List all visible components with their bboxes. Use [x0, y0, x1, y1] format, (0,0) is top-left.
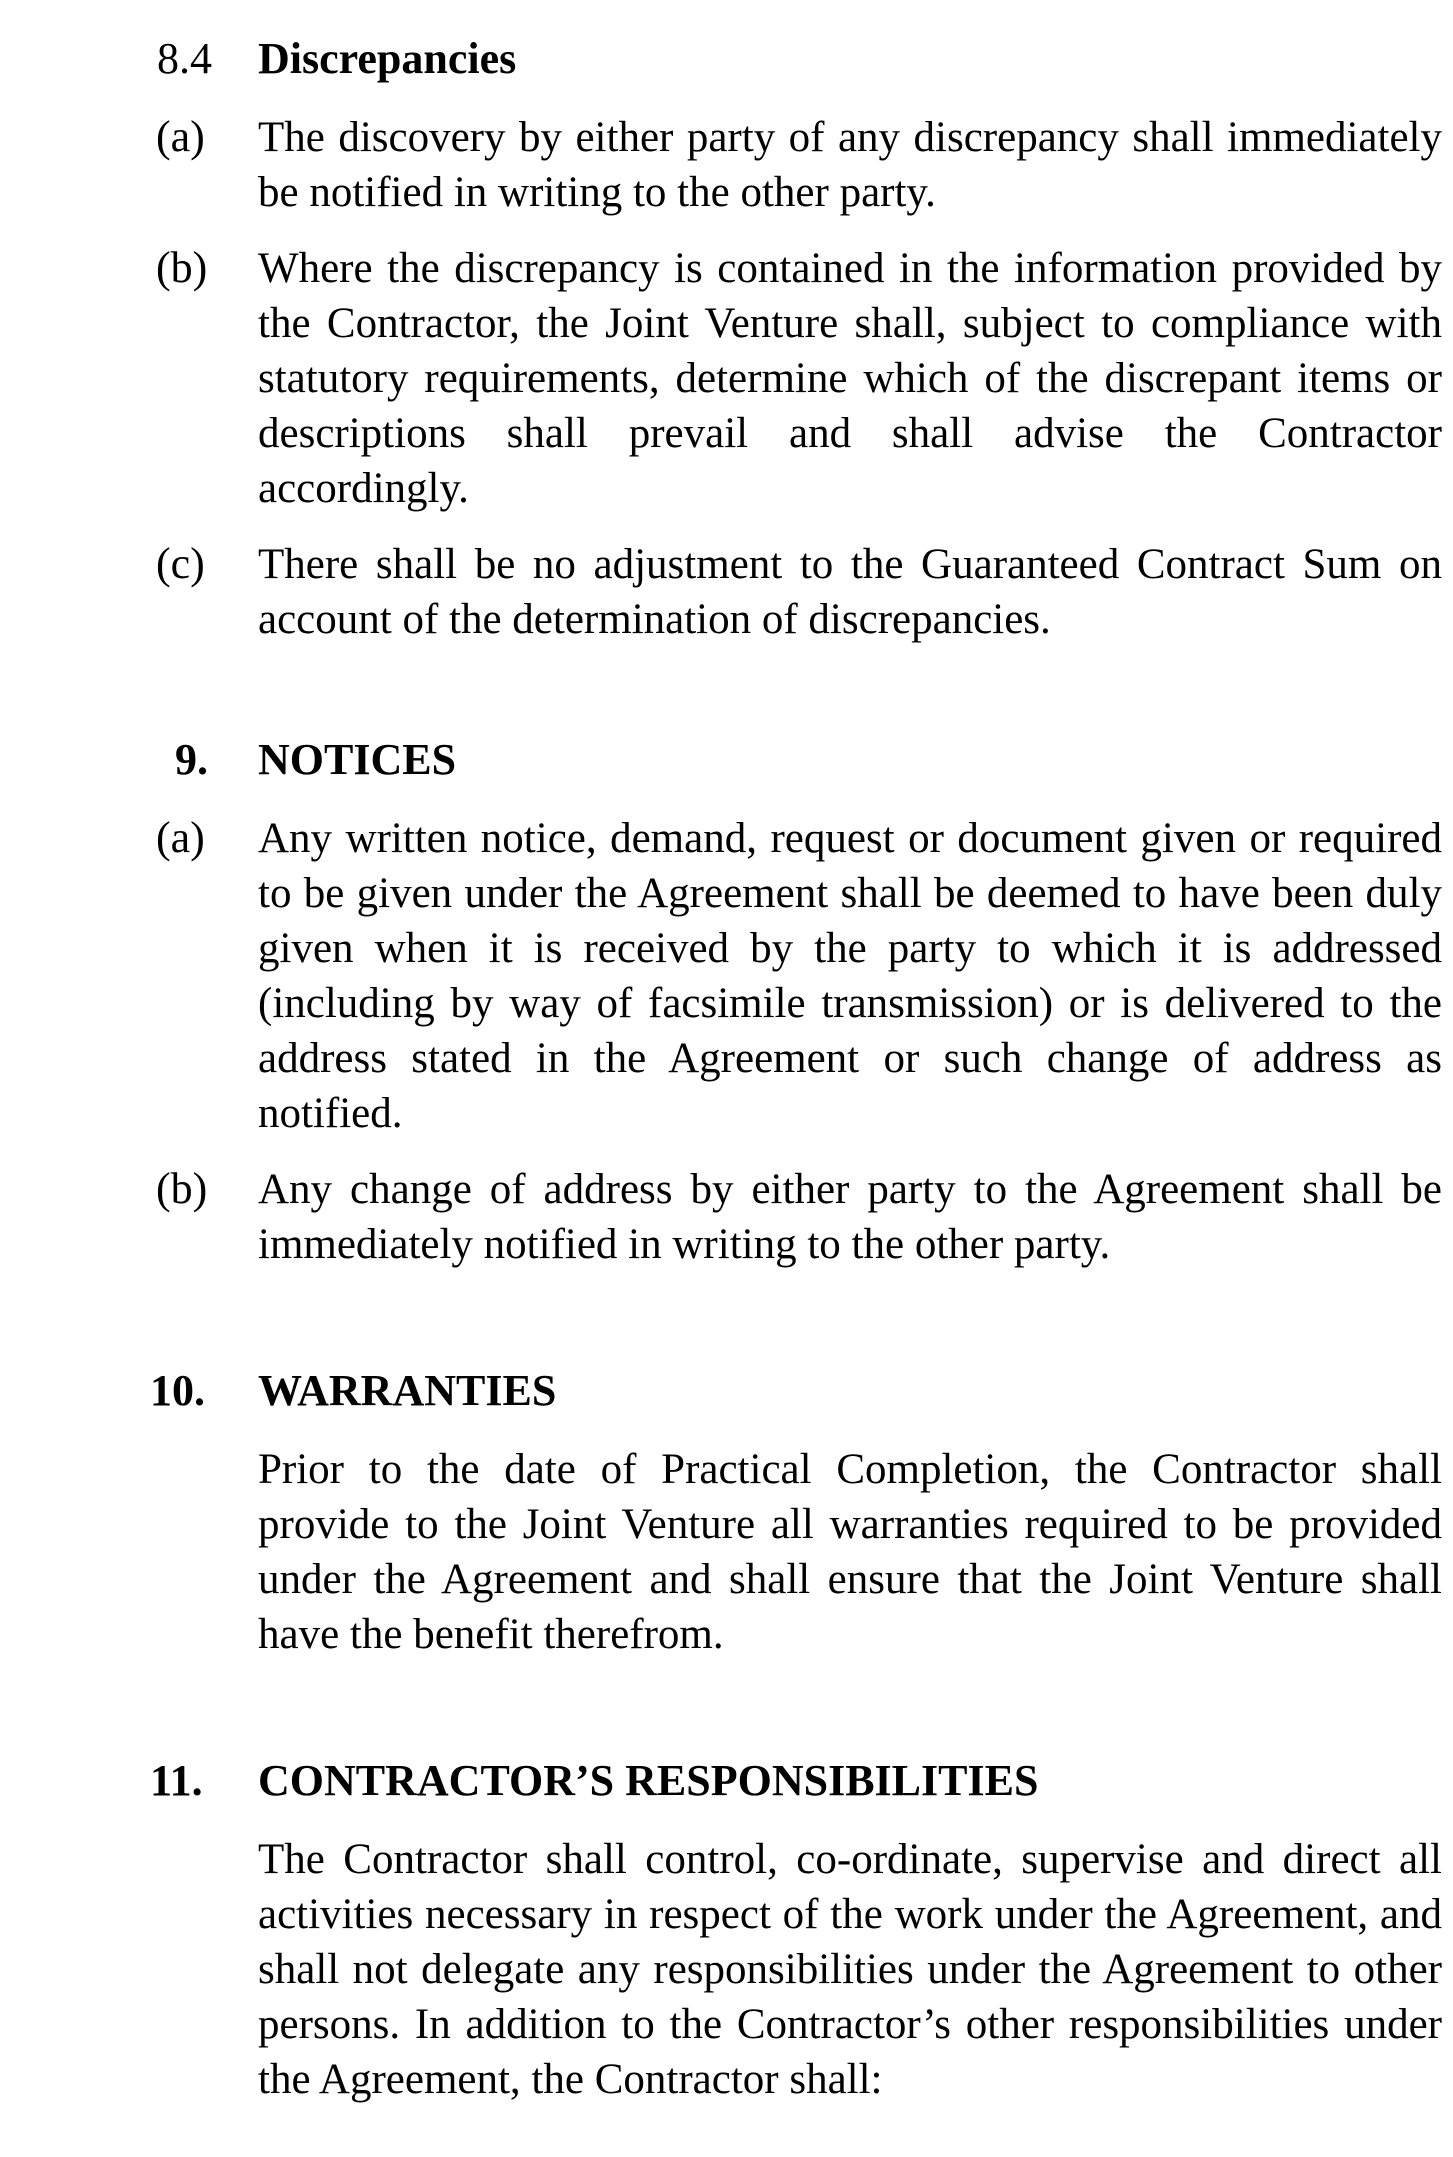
item-text: There shall be no adjustment to the Guaranteed Contract Sum on account of the determination of discrepancies.: [258, 541, 1442, 643]
item-label: (c): [156, 539, 205, 588]
section-heading: Discrepancies: [258, 34, 517, 83]
section-number: 9.: [175, 735, 208, 784]
section-text: The Contractor shall control, co-ordinate, supervise and direct all activities necessary in respect of the work under the Agreement, and shall not delegate any responsibilities under the Agreement to other persons. In addition to the Contractor’s other responsibilities under the Agreement, the Contractor shall:: [258, 1836, 1442, 2103]
item-text: Any change of address by either party to the Agreement shall be immediately notified in writing to the other party.: [258, 1166, 1442, 1268]
section-text: Prior to the date of Practical Completion, the Contractor shall provide to the Joint Venture all warranties required to be provided under the Agreement and shall ensure that the Joint Venture shall have the benefit therefrom.: [258, 1446, 1442, 1658]
section-number: 8.4: [157, 34, 212, 83]
item-text: Any written notice, demand, request or document given or required to be given under the Agreement shall be deemed to have been duly given when it is received by the party to which it is addressed (including by way of facsimile transmission) or is delivered to the address stated in the Agreement or such change of address as notified.: [258, 815, 1442, 1137]
section-number: 11.: [150, 1756, 203, 1805]
item-text: The discovery by either party of any discrepancy shall immediately be notified in writing to the other party.: [258, 114, 1442, 216]
item-text: Where the discrepancy is contained in the information provided by the Contractor, the Joint Venture shall, subject to compliance with statutory requirements, determine which of the discrepant items or descriptions shall prevail and shall advise the Contractor accordingly.: [258, 245, 1442, 512]
item-label: (a): [156, 112, 205, 161]
section-heading: NOTICES: [258, 735, 457, 784]
section-heading: WARRANTIES: [258, 1366, 557, 1415]
item-label: (a): [156, 813, 205, 862]
section-number: 10.: [150, 1366, 205, 1415]
item-label: (b): [156, 243, 208, 292]
section-heading: CONTRACTOR’S RESPONSIBILITIES: [258, 1756, 1039, 1805]
item-label: (b): [156, 1164, 208, 1213]
